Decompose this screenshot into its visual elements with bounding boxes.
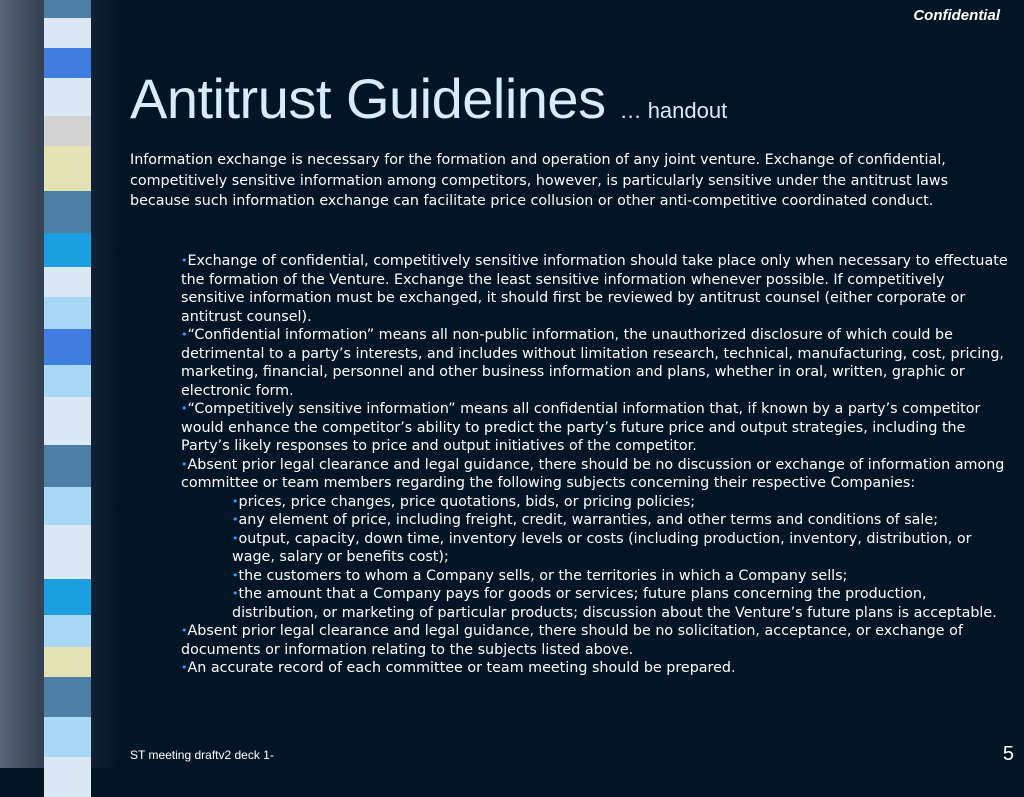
bullet-icon: • <box>181 328 188 341</box>
decorative-color-stripe <box>44 0 91 768</box>
sub-list-item: •prices, price changes, price quotations, bids, or pricing policies; <box>232 493 696 510</box>
bullet-list <box>181 252 1009 678</box>
list-item: •“Competitively sensitive information” means all confidential information that, if known by a party’s competitor would enhance the competitor’s ability to predict the party’s future price and output strategies, including the Party’s likely responses to price and output initiatives of the competitor. <box>181 401 981 454</box>
bullet-icon: • <box>181 254 188 267</box>
list-item: •Exchange of confidential, competitively sensitive information should take place only when necessary to effectuate the formation of the Venture. Exchange the least sensitive information whenever possible. If competitively sensitive information must be exchanged, it should first be reviewed by antitrust counsel (either corporate or antitrust counsel). <box>181 253 1008 325</box>
sub-list-item: •any element of price, including freight, credit, warranties, and other terms and conditions of sale; <box>232 512 939 528</box>
page-number: 5 <box>1002 743 1014 765</box>
bullet-icon: • <box>232 531 239 545</box>
sub-list-item: •the customers to whom a Company sells, or the territories in which a Company sells; <box>232 567 848 584</box>
bullet-icon: • <box>232 494 239 508</box>
page-title: Antitrust Guidelines <box>130 67 606 130</box>
bullet-icon: • <box>181 402 188 415</box>
sub-list-item: •the amount that a Company pays for goods or services; future plans concerning the production, distribution, or marketing of particular products; discussion about the Venture’s future plans is acceptable. <box>232 586 997 621</box>
list-item: •Absent prior legal clearance and legal guidance, there should be no solicitation, acceptance, or exchange of documents or information relating to the subjects listed above. <box>181 623 963 658</box>
confidential-label: Confidential <box>913 7 1000 24</box>
bullet-icon: • <box>181 457 188 471</box>
title-row <box>130 66 727 131</box>
intro-paragraph: Information exchange is necessary for the formation and operation of any joint venture. Exchange of confidential, competitively sensitive information among competitors, however, is particularly sensitive under the antitrust laws because such information exchange can facilitate price collusion or other anti-competitive coordinated conduct. <box>130 152 949 209</box>
list-item: •An accurate record of each committee or team meeting should be prepared. <box>181 660 736 676</box>
list-item: •“Confidential information” means all non-public information, the unauthorized disclosure of which could be detrimental to a party’s interests, and includes without limitation research, technical, manufacturing, cost, pricing, marketing, financial, personnel and other business information and plans, whether in oral, written, graphic or electronic form. <box>181 327 1004 399</box>
list-item: •Absent prior legal clearance and legal guidance, there should be no discussion or exchange of information among committee or team members regarding the following subjects concerning their respective Companies: <box>181 456 1005 491</box>
bullet-icon: • <box>232 513 239 526</box>
sub-list-item: •output, capacity, down time, inventory levels or costs (including production, inventory, distribution, or wage, salary or benefits cost); <box>232 530 972 565</box>
footer-label: ST meeting draftv2 deck 1- <box>130 748 274 762</box>
sub-bullet-list <box>181 493 1009 623</box>
page-subtitle: … handout <box>619 98 728 123</box>
bullet-icon: • <box>232 587 239 600</box>
bullet-icon: • <box>181 661 188 674</box>
bullet-icon: • <box>181 624 188 637</box>
bullet-icon: • <box>232 568 239 582</box>
